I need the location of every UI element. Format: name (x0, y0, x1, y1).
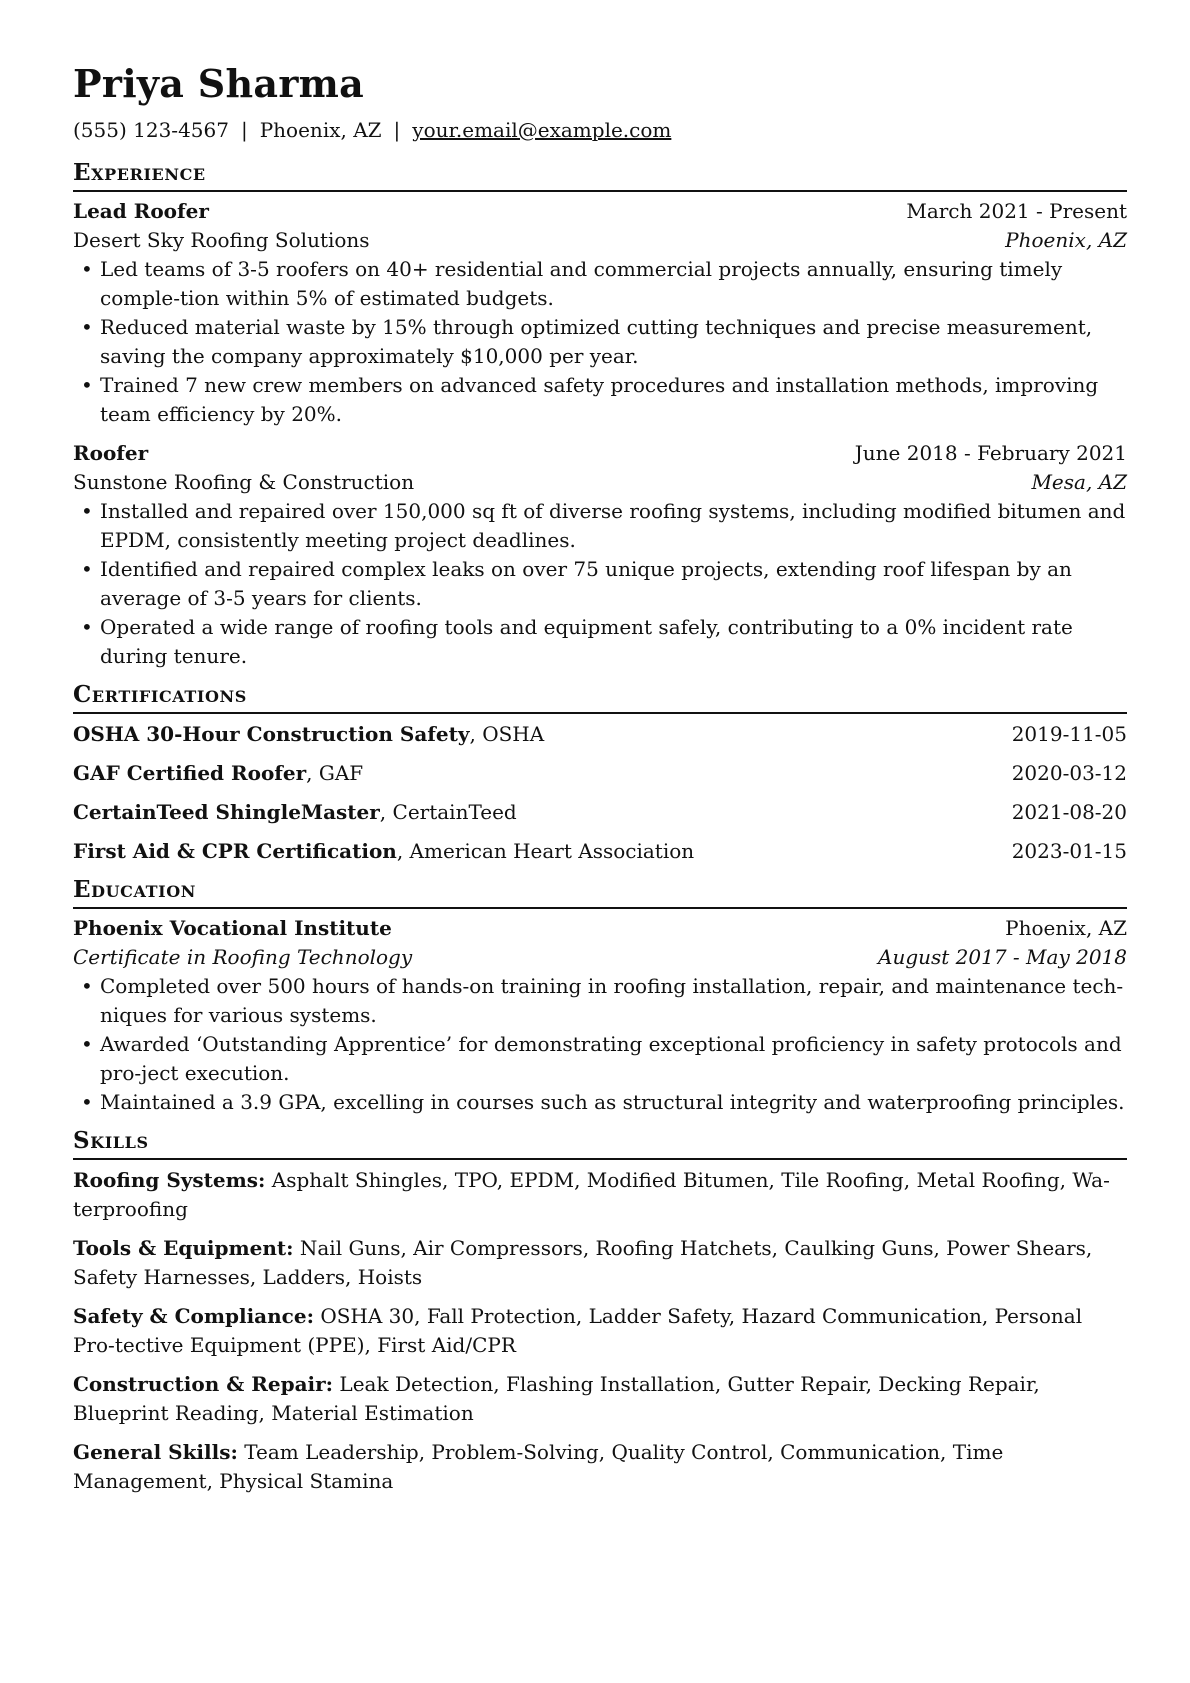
skill-values: Asphalt Shingles, TPO, EPDM, Modified Bitumen, Tile Roofing, Metal Roofing, Wa-terproofing (73, 1168, 1110, 1221)
cert-issuer: , OSHA (469, 722, 545, 746)
skill-group (73, 1370, 1127, 1428)
section-heading-skills: Skills (73, 1126, 1127, 1160)
cert-issuer: , CertainTeed (379, 800, 517, 824)
certification-row (73, 837, 1127, 866)
degree-name: Certificate in Roofing Technology (73, 945, 413, 969)
section-heading-education: Education (73, 875, 1127, 909)
contact-separator: | (240, 118, 248, 142)
skill-group (73, 1438, 1127, 1496)
bullet-item: • Operated a wide range of roofing tools and equipment safely, contributing to a 0% incident rate during tenure. (73, 613, 1127, 671)
job-location: Mesa, AZ (1031, 470, 1127, 494)
job-company: Desert Sky Roofing Solutions (73, 228, 370, 252)
certification-row (73, 798, 1127, 827)
resume-page (73, 58, 1127, 1496)
section-heading-experience: Experience (73, 158, 1127, 192)
contact-phone: (555) 123-4567 (73, 118, 229, 142)
skill-label: Safety & Compliance: (73, 1304, 314, 1328)
skill-label: Construction & Repair: (73, 1372, 334, 1396)
job-dates: June 2018 - February 2021 (854, 441, 1127, 465)
skill-values: OSHA 30, Fall Protection, Ladder Safety, Hazard Communication, Personal Pro-tective Equipment (PPE), First Aid/CPR (73, 1304, 1083, 1357)
skill-label: Tools & Equipment: (73, 1236, 294, 1260)
cert-date: 2023-01-15 (1011, 839, 1127, 863)
education-bullets (73, 972, 1127, 1117)
bullet-item: • Led teams of 3-5 roofers on 40+ residential and commercial projects annually, ensuring timely comple-tion within 5% of estimated budgets. (73, 255, 1127, 313)
skill-label: General Skills: (73, 1440, 238, 1464)
certification-row (73, 720, 1127, 749)
cert-name: First Aid & CPR Certification (73, 839, 397, 863)
certification-row (73, 759, 1127, 788)
cert-name: OSHA 30-Hour Construction Safety (73, 722, 470, 746)
job-location: Phoenix, AZ (1005, 228, 1127, 252)
job-title: Roofer (73, 441, 149, 465)
contact-location: Phoenix, AZ (259, 118, 382, 142)
education-dates: August 2017 - May 2018 (878, 945, 1127, 969)
bullet-item: • Reduced material waste by 15% through optimized cutting techniques and precise measurement, saving the company approximately $10,000 per year. (73, 313, 1127, 371)
contact-line (73, 116, 1127, 144)
bullet-item: • Trained 7 new crew members on advanced safety procedures and installation methods, improving team efficiency by 20%. (73, 371, 1127, 429)
job-dates: March 2021 - Present (906, 199, 1127, 223)
job-company: Sunstone Roofing & Construction (73, 470, 415, 494)
school-location: Phoenix, AZ (1005, 916, 1127, 940)
cert-issuer: , GAF (306, 761, 364, 785)
job-bullets (73, 497, 1127, 671)
email-link[interactable]: your.email@example.com (412, 118, 672, 142)
certifications-list (73, 720, 1127, 866)
bullet-item: • Completed over 500 hours of hands-on training in roofing installation, repair, and maintenance tech-niques for various systems. (73, 972, 1127, 1030)
experience-entry (73, 439, 1127, 671)
candidate-name: Priya Sharma (73, 61, 365, 106)
cert-date: 2021-08-20 (1011, 800, 1127, 824)
skill-group (73, 1166, 1127, 1224)
cert-date: 2020-03-12 (1011, 761, 1127, 785)
cert-issuer: , American Heart Association (396, 839, 695, 863)
bullet-item: • Awarded ‘Outstanding Apprentice’ for demonstrating exceptional proficiency in safety protocols and pro-ject execution. (73, 1030, 1127, 1088)
bullet-item: • Identified and repaired complex leaks on over 75 unique projects, extending roof lifespan by an average of 3-5 years for clients. (73, 555, 1127, 613)
skill-values: Nail Guns, Air Compressors, Roofing Hatchets, Caulking Guns, Power Shears, Safety Harnesses, Ladders, Hoists (73, 1236, 1093, 1289)
school-name: Phoenix Vocational Institute (73, 916, 392, 940)
job-title: Lead Roofer (73, 199, 209, 223)
section-heading-certifications: Certifications (73, 680, 1127, 714)
skills-list (73, 1166, 1127, 1496)
cert-name: GAF Certified Roofer (73, 761, 307, 785)
skill-values: Leak Detection, Flashing Installation, Gutter Repair, Decking Repair, Blueprint Reading, Material Estimation (73, 1372, 1040, 1425)
job-bullets (73, 255, 1127, 429)
skill-values: Team Leadership, Problem-Solving, Quality Control, Communication, Time Management, Physical Stamina (73, 1440, 1004, 1493)
education-entry (73, 914, 1127, 1117)
bullet-item: • Installed and repaired over 150,000 sq ft of diverse roofing systems, including modified bitumen and EPDM, consistently meeting project deadlines. (73, 497, 1127, 555)
bullet-item: • Maintained a 3.9 GPA, excelling in courses such as structural integrity and waterproofing principles. (73, 1088, 1127, 1117)
skill-group (73, 1234, 1127, 1292)
cert-name: CertainTeed ShingleMaster (73, 800, 380, 824)
skill-label: Roofing Systems: (73, 1168, 266, 1192)
experience-entry (73, 197, 1127, 429)
skill-group (73, 1302, 1127, 1360)
contact-separator: | (393, 118, 401, 142)
cert-date: 2019-11-05 (1011, 722, 1127, 746)
